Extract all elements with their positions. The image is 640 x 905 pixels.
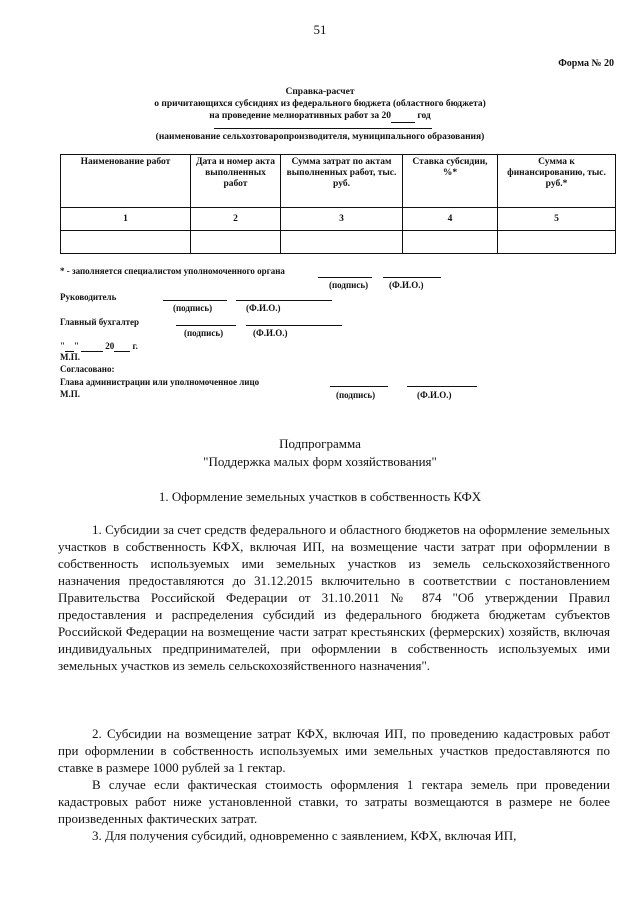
day-blank [65,341,74,352]
accountant-signature-line [176,325,236,326]
certificate-line2-year-word: год [417,111,431,121]
producer-name-line [214,128,432,129]
certificate-title: Справка-расчет [285,87,355,97]
certificate-line1: о причитающихся субсидиях из федерального бюджета (областного бюджета) [154,99,486,109]
table-empty-cell [281,231,403,254]
paragraph-2: 2. Субсидии на возмещение затрат КФХ, включая ИП, по проведению кадастровых работ при оформлении в собственность используемых ими земельных участков предоставляются по ставке в размере 1000 рублей за 1 гектар. [58,726,610,775]
footnote-signature-line [318,277,372,278]
admin-signature-line [330,386,388,387]
subprogram-title: Подпрограмма [279,436,361,451]
head-fio-caption: (Ф.И.О.) [246,303,281,313]
admin-head-label: Глава администрации или уполномоченное лицо [60,377,260,387]
date-year-prefix: 20 [105,341,115,351]
year-suffix-blank [114,341,130,352]
table-header-cell: Ставка субсидии, %* [403,155,498,208]
table-empty-cell [61,231,191,254]
footnote-fio-line [383,277,441,278]
accountant-signature-caption: (подпись) [184,328,224,338]
subsidy-table [60,154,616,254]
page-number: 51 [313,22,327,37]
date-line [60,341,138,352]
footnote-fio-caption: (Ф.И.О.) [389,280,424,290]
date-quote-open: " [60,341,65,351]
chief-accountant-label: Главный бухгалтер [60,317,140,327]
year-blank [391,110,415,123]
month-blank [81,341,103,352]
paragraph-3: В случае если фактическая стоимость оформления 1 гектара земель при проведении кадастровых работ ниже установленной ставки, то затраты возмещаются в размере не более произведенных фактических затрат. [58,777,610,826]
accountant-fio-line [246,325,342,326]
head-signature-caption: (подпись) [173,303,213,313]
table-number-row [61,208,616,231]
table-header-cell: Дата и номер акта выполненных работ [191,155,281,208]
section-heading: 1. Оформление земельных участков в собственность КФХ [158,489,482,504]
table-number-cell: 3 [281,208,403,231]
subprogram-name: "Поддержка малых форм хозяйствования" [203,454,437,469]
stamp-place-1: М.П. [60,352,80,362]
form-number: Форма № 20 [558,58,614,69]
date-year-word: г. [132,341,138,351]
paragraph-4: 3. Для получения субсидий, одновременно с заявлением, КФХ, включая ИП, [92,828,517,843]
table-number-cell: 1 [61,208,191,231]
table-header-row [61,155,616,208]
footnote: * - заполняется специалистом уполномоченного органа [60,266,285,276]
head-label: Руководитель [60,292,117,302]
agreed-label: Согласовано: [60,364,115,374]
certificate-line2 [0,110,640,123]
admin-signature-caption: (подпись) [336,390,376,400]
stamp-place-2: М.П. [60,389,80,399]
paragraph-1: 1. Субсидии за счет средств федерального и областного бюджетов на оформление земельных участков в собственность КФХ, включая ИП, на возмещение части затрат при оформлении в собственность используемых ими земельных участков из земель сельскохозяйственного назначения предоставляются до 31.12.2015 включительно в соответствии с постановлением Правительства Российской Федерации от 31.10.2011 № 874 "Об утверждении Правил предоставления и распределения субсидий из федерального бюджета бюджетам субъектов Российской Федерации на возмещение части затрат крестьянских (фермерских) хозяйств, включая индивидуальных предпринимателей, при оформлении в собственность используемых ими земельных участков из земель сельскохозяйственного назначения". [58,522,610,673]
table-empty-cell [191,231,281,254]
table-header-cell: Наименование работ [61,155,191,208]
table-empty-cell [403,231,498,254]
admin-fio-line [407,386,477,387]
admin-fio-caption: (Ф.И.О.) [417,390,452,400]
head-signature-line [163,300,227,301]
footnote-signature-caption: (подпись) [329,280,369,290]
table-empty-cell [498,231,616,254]
table-number-cell: 5 [498,208,616,231]
table-empty-row [61,231,616,254]
table-number-cell: 2 [191,208,281,231]
certificate-line2-text: на проведение мелиоративных работ за 20 [209,111,391,121]
date-quote-close: " [74,341,79,351]
accountant-fio-caption: (Ф.И.О.) [253,328,288,338]
head-fio-line [236,300,332,301]
producer-caption: (наименование сельхозтоваропроизводителя, муниципального образования) [155,132,485,142]
table-header-cell: Сумма к финансированию, тыс. руб.* [498,155,616,208]
table-header-cell: Сумма затрат по актам выполненных работ, тыс. руб. [281,155,403,208]
table-number-cell: 4 [403,208,498,231]
